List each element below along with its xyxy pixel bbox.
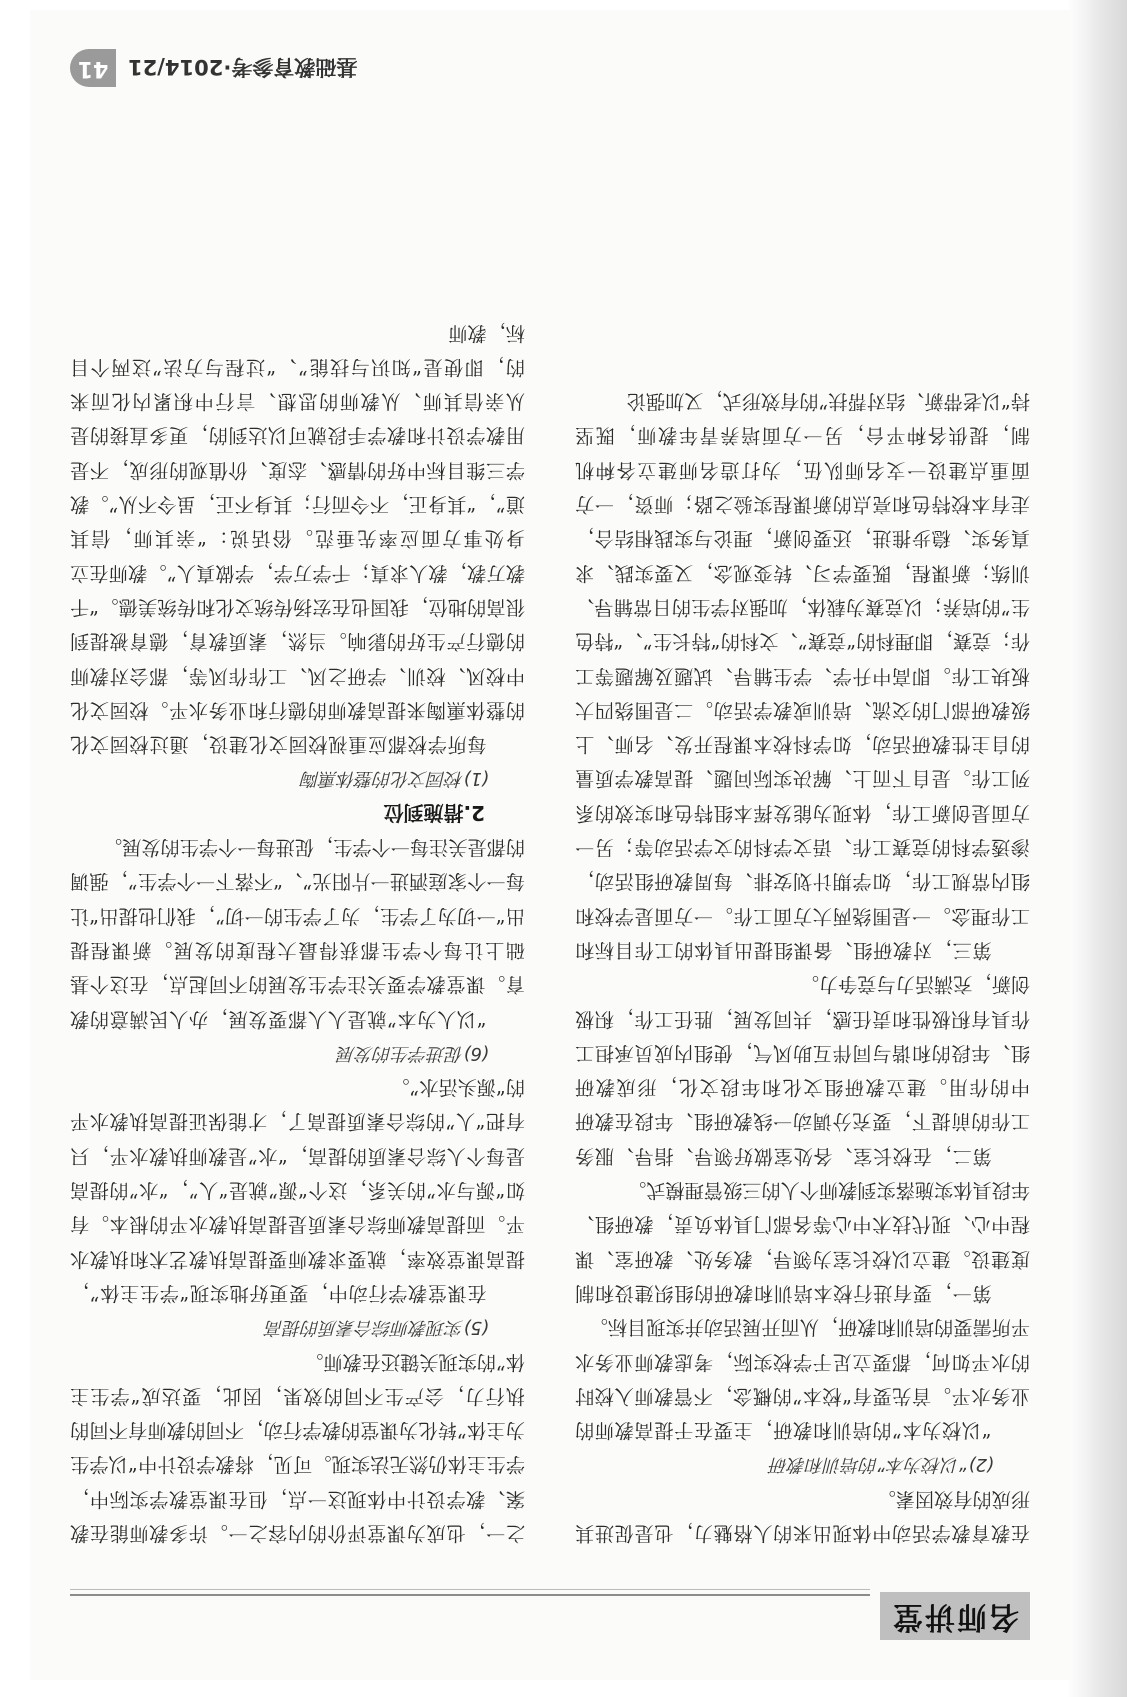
page-number: 41 [70, 49, 116, 87]
left-column [575, 384, 1030, 1550]
subsection-heading: (6)促进学生的发展 [337, 1042, 489, 1064]
section-heading: 2.措施到位 [383, 800, 485, 825]
paragraph: “以校为本”的培训和教研，主要在于提高教师的业务水平。首先要有“校本”的概念，不管教师入校时的水平如何，都要立足于学校实际，考虑教师业务水平所需要的培训和教研，从而开展活动并实现目标。 [575, 1316, 1030, 1443]
header-rule [70, 1594, 870, 1596]
paragraph: 第二，在校长室、各处室做好领导、指导、服务工作的前提下，要充分调动一线教研组、年段在教研中的作用。建立教研组文化和年段文化，形成教研组、年段的和谐与同伴互助风气，使组内成员承担工作具有积极性和责任感，共同发展，胜任工作，积极创新，充满活力与竞争力。 [575, 973, 1030, 1168]
section-header [70, 1570, 1030, 1640]
subsection-heading: (1)校园文化的整体熏陶 [301, 768, 489, 790]
section-tag: 名师讲堂 [880, 1592, 1030, 1640]
running-title: 基础教育参考·2014/21 [128, 55, 358, 79]
subsection-heading: (2)“以校为本”的培训和教研 [769, 1454, 994, 1476]
header-rule-thin [70, 1589, 870, 1590]
paragraph: 每所学校都应重视校园文化建设，通过校园文化的整体熏陶来提高教师的德行和业务水平。校园文化中校风、校训、学研之风、工作作风等，都会对教师的德行产生好的影响。当然，素质教育，德育被提到很高的地位，我国也在宏扬传统文化和传统美德。“千教万教，教人求真；千学万学，学做真人”。教师在立身处事方面应率先垂范。俗话说：“亲其师，信其道”，“其身正，不令而行；其身不正，虽令不从”。教学三维目标中好的情感、态度、价值观的形成，不是用教学设计和教学手段就可以达到的，更多直接的是从亲信其师、从教师的思想、言行中积累内化而来的，即使是“知识与技能”、“过程与方法”这两个目标，教师 [70, 321, 525, 757]
journal-page [30, 10, 1070, 1680]
subsection-heading: (5)实现教师综合素质的提高 [265, 1317, 489, 1339]
paragraph: “以人为本”就是人人都要发展，办人民满意的教育。课堂教学要关注学生发展的不同起点，在这个基础上让每个学生都获得最大程度的发展。新课程提出“一切为了学生，为了学生的一切”，我们也提出“让每一个家庭洒进一片阳光”、“不落下一个学生”，强调的都是关注每一个学生，促进每一个学生的发展。 [70, 836, 525, 1031]
scan-edge-shadow [1067, 0, 1127, 1697]
page-footer [70, 48, 357, 88]
paragraph: 之一，也成为课堂评价的内容之一。许多教师能在教案、教学设计中体现这一点，但在课堂教学实际中，学生主体仍然无法实现。可见，将教学设计中“以学生为主体”转化为课堂的教学行动，不同的教师有不同的执行力，会产生不同的效果，因此，要达成“学生主体”的实现关键还在教师。 [70, 1350, 525, 1545]
paragraph: 在课堂教学行动中，要更好地实现“学生主体”，提高课堂效率，就要求教师要提高执教艺术和执教水平。而提高教师综合素质是提高执教水平的根本。有如“源与水”的关系，这个“源”就是“人”，“水”的提高是每个人综合素质的提高，“水”是教师执教水平，只有把“人”的综合素质提高了，才能保证提高执教水平的“源头活水”。 [70, 1076, 525, 1305]
right-column [70, 315, 525, 1550]
paragraph: 第一，要有进行校本培训和教研的组织建设和制度建设。建立以校长室为领导，教务处、教研室、课程中心、现代技术中心等各部门具体负责，教研组、年段具体实施落实到教师个人的三级管理模式。 [575, 1179, 1030, 1305]
paragraph: 在教育教学活动中体现出来的人格魅力，也是促进其形成的有效因素。 [575, 1487, 1030, 1545]
paragraph: 第三，对教研组、备课组提出具体的工作目标和工作理念。一是围绕两大方面工作。一方面是学校和组内常规工作，如学期计划安排、每周教研组活动，渗透学科的竞赛工作、语文学科的文学活动等；另一方面是创新工作，体现为能发挥本组特色和实效的系列工作。是自下而上、解决实际问题、提高教学质量的自主性教研活动，如学科校本课程开发、名师、上级教研部门的交流、培训或教学活动。二是围绕四大板块工作。即高中升学、学生辅导、试题及解题等工作；竞赛，即理科的“竞赛”、文科的“特长生”、“特色生”的培养；以竞赛为载体，加强对学生的日常辅导、训练；新课程，既要学习、转变观念，又要实践、求真务实、稳步推进，还要创新，理论与实践相结合，走有本校特色和亮点的新课程实验之路；师资，一方面重点建设一支名师队伍，为打造名师建立各种机制，提供各种平台，另一方面培养青年教师，既坚持“以老带新、结对帮扶”的有效形式，又加强论 [575, 390, 1030, 962]
